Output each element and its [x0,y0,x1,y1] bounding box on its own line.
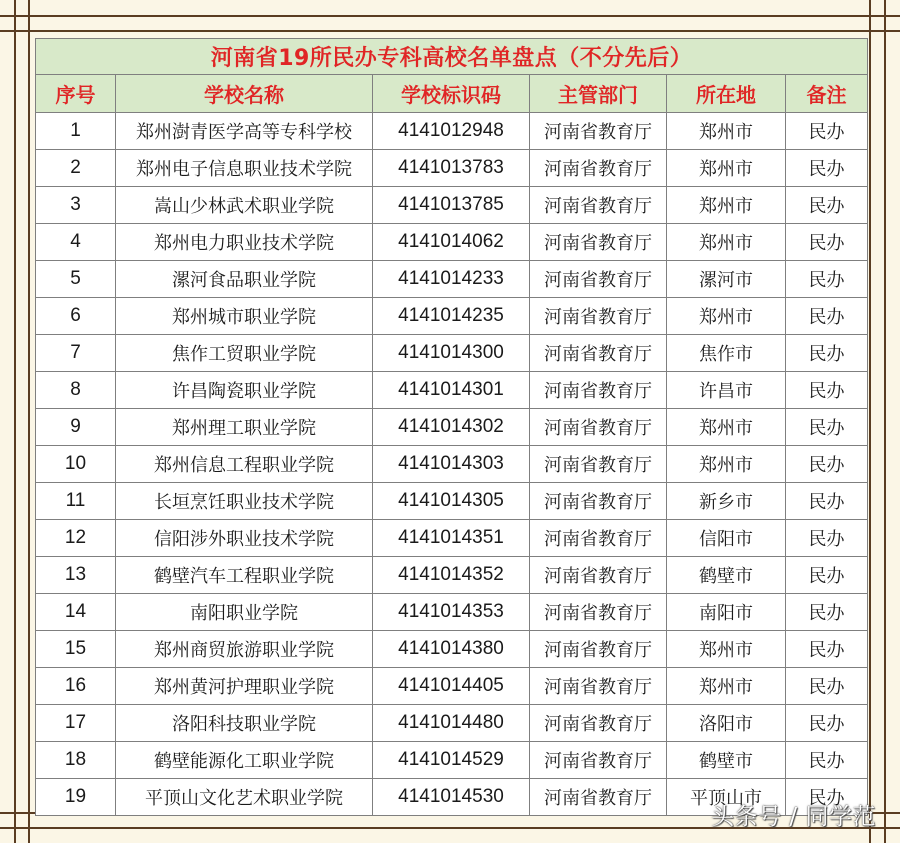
cell-location: 郑州市 [667,150,786,187]
column-header-remark: 备注 [786,75,868,113]
cell-school-code: 4141014353 [373,594,530,631]
cell-school-code: 4141014305 [373,483,530,520]
column-header-school-code: 学校标识码 [373,75,530,113]
table-row [36,261,868,298]
cell-school-code: 4141014235 [373,298,530,335]
table-title: 河南省19所民办专科高校名单盘点（不分先后） [36,39,868,75]
cell-remark: 民办 [786,631,868,668]
cell-authority: 河南省教育厅 [530,631,667,668]
cell-location: 郑州市 [667,113,786,150]
cell-remark: 民办 [786,483,868,520]
column-header-index: 序号 [36,75,116,113]
cell-school-code: 4141012948 [373,113,530,150]
cell-remark: 民办 [786,779,868,816]
cell-school-name: 郑州城市职业学院 [116,298,373,335]
cell-remark: 民办 [786,446,868,483]
cell-school-name: 郑州黄河护理职业学院 [116,668,373,705]
frame-line-left-outer [14,0,16,843]
cell-school-name: 焦作工贸职业学院 [116,335,373,372]
cell-index: 16 [36,668,116,705]
watermark-text: 头条号 / 同学范 [711,804,876,830]
table-row [36,742,868,779]
cell-location: 郑州市 [667,187,786,224]
cell-school-code: 4141014380 [373,631,530,668]
table-row [36,631,868,668]
cell-remark: 民办 [786,557,868,594]
cell-authority: 河南省教育厅 [530,520,667,557]
table-row [36,150,868,187]
cell-location: 鹤壁市 [667,557,786,594]
cell-index: 11 [36,483,116,520]
cell-school-name: 郑州澍青医学高等专科学校 [116,113,373,150]
table-row [36,594,868,631]
cell-index: 13 [36,557,116,594]
frame-line-left-inner [28,0,30,843]
title-row [36,39,868,75]
cell-remark: 民办 [786,298,868,335]
cell-school-name: 鹤壁汽车工程职业学院 [116,557,373,594]
cell-remark: 民办 [786,668,868,705]
table-row [36,113,868,150]
table-row [36,557,868,594]
cell-school-name: 鹤壁能源化工职业学院 [116,742,373,779]
cell-school-name: 郑州信息工程职业学院 [116,446,373,483]
cell-location: 郑州市 [667,446,786,483]
cell-location: 鹤壁市 [667,742,786,779]
cell-index: 19 [36,779,116,816]
cell-location: 郑州市 [667,668,786,705]
cell-school-code: 4141014529 [373,742,530,779]
cell-authority: 河南省教育厅 [530,335,667,372]
cell-authority: 河南省教育厅 [530,113,667,150]
cell-school-code: 4141014233 [373,261,530,298]
cell-index: 5 [36,261,116,298]
cell-school-code: 4141014530 [373,779,530,816]
cell-authority: 河南省教育厅 [530,594,667,631]
cell-location: 平顶山市 [667,779,786,816]
column-header-location: 所在地 [667,75,786,113]
cell-authority: 河南省教育厅 [530,668,667,705]
cell-remark: 民办 [786,150,868,187]
cell-school-name: 南阳职业学院 [116,594,373,631]
cell-school-name: 漯河食品职业学院 [116,261,373,298]
cell-school-name: 平顶山文化艺术职业学院 [116,779,373,816]
table-row [36,705,868,742]
cell-authority: 河南省教育厅 [530,409,667,446]
cell-index: 4 [36,224,116,261]
schools-table [35,38,868,816]
cell-authority: 河南省教育厅 [530,705,667,742]
table-row [36,668,868,705]
cell-remark: 民办 [786,705,868,742]
cell-location: 洛阳市 [667,705,786,742]
table-row [36,520,868,557]
cell-school-code: 4141013783 [373,150,530,187]
cell-remark: 民办 [786,409,868,446]
cell-location: 焦作市 [667,335,786,372]
cell-remark: 民办 [786,224,868,261]
cell-school-name: 洛阳科技职业学院 [116,705,373,742]
cell-authority: 河南省教育厅 [530,557,667,594]
frame-line-right-outer [884,0,886,843]
cell-index: 9 [36,409,116,446]
cell-authority: 河南省教育厅 [530,261,667,298]
cell-index: 1 [36,113,116,150]
cell-school-code: 4141014303 [373,446,530,483]
cell-school-code: 4141014062 [373,224,530,261]
cell-authority: 河南省教育厅 [530,483,667,520]
cell-index: 6 [36,298,116,335]
cell-school-code: 4141014302 [373,409,530,446]
cell-remark: 民办 [786,594,868,631]
cell-index: 3 [36,187,116,224]
table-row [36,372,868,409]
cell-school-name: 郑州电力职业技术学院 [116,224,373,261]
cell-index: 7 [36,335,116,372]
cell-authority: 河南省教育厅 [530,779,667,816]
cell-index: 17 [36,705,116,742]
cell-school-name: 郑州理工职业学院 [116,409,373,446]
cell-school-code: 4141014352 [373,557,530,594]
cell-remark: 民办 [786,187,868,224]
column-header-school-name: 学校名称 [116,75,373,113]
cell-school-name: 郑州商贸旅游职业学院 [116,631,373,668]
cell-index: 10 [36,446,116,483]
cell-school-name: 许昌陶瓷职业学院 [116,372,373,409]
table-row [36,224,868,261]
cell-authority: 河南省教育厅 [530,150,667,187]
cell-index: 14 [36,594,116,631]
cell-remark: 民办 [786,372,868,409]
cell-location: 信阳市 [667,520,786,557]
cell-school-name: 嵩山少林武术职业学院 [116,187,373,224]
cell-school-code: 4141014351 [373,520,530,557]
spreadsheet-sheet [35,38,867,816]
cell-location: 郑州市 [667,409,786,446]
cell-school-code: 4141014300 [373,335,530,372]
cell-remark: 民办 [786,335,868,372]
column-header-authority: 主管部门 [530,75,667,113]
cell-location: 郑州市 [667,631,786,668]
cell-index: 12 [36,520,116,557]
cell-remark: 民办 [786,742,868,779]
cell-location: 郑州市 [667,224,786,261]
table-row [36,298,868,335]
cell-location: 新乡市 [667,483,786,520]
table-row [36,409,868,446]
frame-line-right-inner [869,0,871,843]
cell-school-code: 4141014301 [373,372,530,409]
cell-authority: 河南省教育厅 [530,742,667,779]
cell-school-name: 郑州电子信息职业技术学院 [116,150,373,187]
cell-authority: 河南省教育厅 [530,372,667,409]
cell-authority: 河南省教育厅 [530,224,667,261]
cell-school-code: 4141014480 [373,705,530,742]
table-row [36,335,868,372]
cell-school-code: 4141013785 [373,187,530,224]
cell-school-name: 信阳涉外职业技术学院 [116,520,373,557]
frame-line-top-inner [0,30,900,32]
cell-location: 漯河市 [667,261,786,298]
table-row [36,483,868,520]
cell-authority: 河南省教育厅 [530,446,667,483]
cell-location: 许昌市 [667,372,786,409]
table-row [36,187,868,224]
cell-school-code: 4141014405 [373,668,530,705]
header-row [36,75,868,113]
cell-authority: 河南省教育厅 [530,298,667,335]
table-body [36,39,868,816]
cell-location: 郑州市 [667,298,786,335]
cell-index: 18 [36,742,116,779]
cell-index: 8 [36,372,116,409]
table-row [36,446,868,483]
cell-authority: 河南省教育厅 [530,187,667,224]
cell-index: 15 [36,631,116,668]
cell-index: 2 [36,150,116,187]
cell-remark: 民办 [786,113,868,150]
cell-location: 南阳市 [667,594,786,631]
cell-remark: 民办 [786,520,868,557]
cell-remark: 民办 [786,261,868,298]
frame-line-top-outer [0,15,900,17]
cell-school-name: 长垣烹饪职业技术学院 [116,483,373,520]
